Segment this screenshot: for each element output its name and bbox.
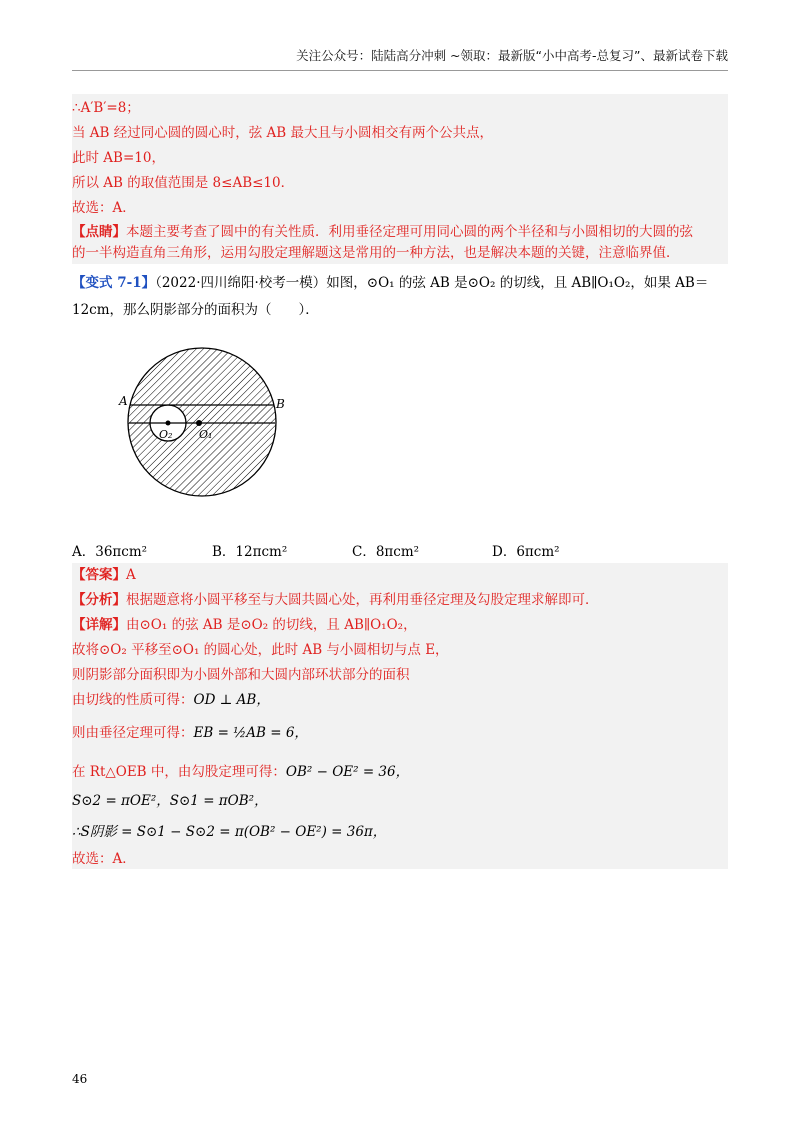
page-number: 46 [72, 1072, 88, 1086]
detail-line-5 [72, 723, 308, 743]
prev-line-5: 故选：A． [72, 200, 136, 216]
detail-line-3: 则阴影部分面积即为小圆外部和大圆内部环状部分的面积 [72, 667, 410, 683]
analysis-line [72, 590, 599, 610]
comment-tag: 【点睛】 [72, 224, 126, 240]
question-tag: 【变式 7-1】 [72, 275, 156, 291]
label-b: B [276, 397, 285, 411]
question-line-2: 12cm，那么阴影部分的面积为（ ）． [72, 302, 319, 318]
detail-math-5: EB = ½AB = 6， [193, 725, 308, 741]
detail-text-5: 则由垂径定理可得： [72, 725, 194, 741]
center-o2 [166, 421, 171, 426]
detail-math-6: OB² − OE² = 36， [285, 764, 410, 780]
comment-text-1: 本题主要考查了圆中的有关性质．利用垂径定理可用同心圆的两个半径和与小圆相切的大圆的弦 [126, 224, 693, 240]
geometry-figure [115, 345, 290, 505]
comment-line-1 [72, 222, 693, 242]
detail-text-1: 由⊙O₁ 的弦 AB 是⊙O₂ 的切线，且 AB∥O₁O₂， [126, 617, 417, 633]
question-text-1: （2022·四川绵阳·校考一模）如图，⊙O₁ 的弦 AB 是⊙O₂ 的切线，且 AB∥O₁O₂，如果 AB＝ [155, 275, 709, 291]
comment-line-2: 的一半构造直角三角形，运用勾股定理解题这是常用的一种方法，也是解决本题的关键，注意临界值． [72, 245, 680, 261]
answer-tag: 【答案】 [72, 567, 126, 583]
answer-value: A [126, 567, 136, 583]
prev-line-2: 当 AB 经过同心圆的圆心时，弦 AB 最大且与小圆相交有两个公共点， [72, 125, 494, 141]
label-o2: O₂ [159, 428, 173, 441]
label-o1: O₁ [199, 428, 213, 441]
analysis-text: 根据题意将小圆平移至与大圆共圆心处，再利用垂径定理及勾股定理求解即可． [126, 592, 599, 608]
detail-text-4: 由切线的性质可得： [72, 692, 194, 708]
solution-block [72, 563, 728, 869]
detail-line-1 [72, 615, 417, 635]
label-a: A [119, 394, 128, 408]
header-divider [72, 70, 728, 71]
option-b: B．12πcm² [212, 544, 288, 560]
detail-line-6 [72, 762, 409, 782]
final-answer-line: 故选：A． [72, 851, 136, 867]
detail-math-4: OD ⊥ AB， [193, 692, 270, 708]
analysis-tag: 【分析】 [72, 592, 126, 608]
detail-text-6: 在 Rt△OEB 中，由勾股定理可得： [72, 764, 286, 780]
detail-line-8: ∴S阴影 = S⊙1 − S⊙2 = π(OB² − OE²) = 36π， [72, 824, 387, 840]
center-o1 [196, 420, 202, 426]
option-a: A．36πcm² [72, 544, 148, 560]
prev-line-3: 此时 AB=10， [72, 150, 165, 166]
previous-solution-block [72, 94, 728, 264]
detail-line-2: 故将⊙O₂ 平移至⊙O₁ 的圆心处，此时 AB 与小圆相切与点 E， [72, 642, 449, 658]
detail-line-4 [72, 690, 270, 710]
option-c: C．8πcm² [352, 544, 420, 560]
prev-line-1: ∴A′B′=8； [72, 100, 140, 116]
page-header: 关注公众号：陆陆高分冲刺 ~领取：最新版“小中高考-总复习”、最新试卷下载 [296, 48, 728, 63]
prev-line-4: 所以 AB 的取值范围是 8≤AB≤10． [72, 175, 295, 191]
detail-line-7: S⊙2 = πOE²，S⊙1 = πOB²， [72, 793, 268, 809]
option-d: D．6πcm² [492, 544, 560, 560]
question-line-1 [72, 273, 708, 293]
answer-line [72, 565, 136, 585]
detail-tag: 【详解】 [72, 617, 126, 633]
